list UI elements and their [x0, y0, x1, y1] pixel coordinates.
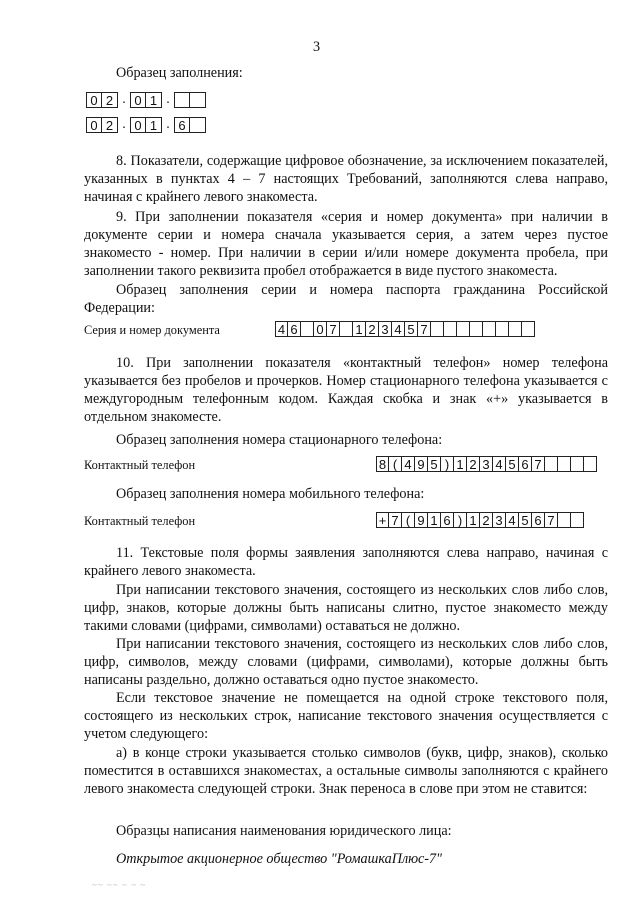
char-cell: [340, 321, 353, 337]
date-sample-row-2: [86, 117, 206, 133]
char-cell: 4: [402, 456, 415, 472]
char-cell: 2: [102, 117, 118, 133]
char-cell: 0: [86, 92, 102, 108]
char-cell: [190, 92, 206, 108]
char-cell: [571, 456, 584, 472]
char-cell: 1: [467, 512, 480, 528]
char-cell: 0: [130, 117, 146, 133]
char-cell: 6: [288, 321, 301, 337]
page-number: 3: [313, 39, 321, 55]
mobile-label: Контактный телефон: [84, 514, 196, 528]
char-cell: 1: [428, 512, 441, 528]
char-cell: +: [376, 512, 389, 528]
char-cell: 7: [418, 321, 431, 337]
paragraph-11b: При написании текстового значения, состоящего из нескольких слов либо слов, цифр, символов, между словами (цифрами, символами), которые должны быть написаны раздельно, должно оставаться одно пустое знакоместо.: [84, 636, 608, 689]
mobile-boxes: [376, 512, 584, 528]
company-example: Открытое акционерное общество "РомашкаПлюс-7": [116, 851, 443, 867]
char-cell: .: [122, 92, 126, 107]
char-cell: [174, 92, 190, 108]
landline-label: Контактный телефон: [84, 458, 196, 472]
mobile-sample-title: Образец заполнения номера мобильного телефона:: [116, 486, 425, 502]
char-cell: [483, 321, 496, 337]
char-cell: [584, 456, 597, 472]
char-cell: 2: [366, 321, 379, 337]
char-cell: [509, 321, 522, 337]
paragraph-10: 10. При заполнении показателя «контактный телефон» номер телефона указывается без пробелов и прочерков. Номер стационарного телефона указывается с междугородным телефонным кодом. Каждая скобка и знак «+» указывается в отдельном знакоместе.: [84, 355, 608, 426]
char-cell: 4: [506, 512, 519, 528]
char-cell: 7: [532, 456, 545, 472]
char-cell: 7: [327, 321, 340, 337]
landline-sample-title: Образец заполнения номера стационарного телефона:: [116, 432, 443, 448]
paragraph-11a: При написании текстового значения, состоящего из нескольких слов либо слов, цифр, знаков, которые должны быть написаны слитно, пустое знакоместо между такими словами (цифрами, символами) оставаться не должно.: [84, 582, 608, 635]
char-cell: 0: [314, 321, 327, 337]
char-cell: 4: [275, 321, 288, 337]
char-cell: (: [402, 512, 415, 528]
char-cell: [301, 321, 314, 337]
samples-title: Образцы написания наименования юридического лица:: [116, 823, 452, 839]
char-cell: [444, 321, 457, 337]
landline-boxes: [376, 456, 597, 472]
char-cell: ): [441, 456, 454, 472]
char-cell: 2: [102, 92, 118, 108]
char-cell: 6: [441, 512, 454, 528]
passport-label: Серия и номер документа: [84, 323, 220, 337]
char-cell: 9: [415, 512, 428, 528]
char-cell: 4: [493, 456, 506, 472]
paragraph-8: 8. Показатели, содержащие цифровое обозначение, за исключением показателей, указанных в пунктах 4 – 7 настоящих Требований, заполняются слева направо, начиная с крайнего левого знакоместа.: [84, 153, 608, 206]
char-cell: 5: [428, 456, 441, 472]
date-sample-row-1: [86, 92, 206, 108]
char-cell: ): [454, 512, 467, 528]
char-cell: 6: [174, 117, 190, 133]
char-cell: 7: [389, 512, 402, 528]
paragraph-11c: Если текстовое значение не помещается на одной строке текстового поля, состоящего из нескольких строк, написание текстового значения осуществляется с учетом следующего:: [84, 690, 608, 743]
char-cell: 6: [519, 456, 532, 472]
char-cell: .: [122, 117, 126, 132]
char-cell: [457, 321, 470, 337]
char-cell: 8: [376, 456, 389, 472]
char-cell: [431, 321, 444, 337]
char-cell: [496, 321, 509, 337]
char-cell: [571, 512, 584, 528]
paragraph-11d: а) в конце строки указывается столько символов (букв, цифр, знаков), сколько поместится в оставшихся знакоместах, а остальные символы заполняются с крайнего левого знакоместа следующей строки. Знак переноса в слове при этом не ставится:: [84, 745, 608, 798]
passport-sample-title: Образец заполнения серии и номера паспорта гражданина Российской Федерации:: [84, 282, 608, 317]
char-cell: 0: [130, 92, 146, 108]
char-cell: 3: [493, 512, 506, 528]
passport-boxes: [275, 321, 535, 337]
char-cell: 1: [146, 92, 162, 108]
char-cell: 3: [480, 456, 493, 472]
char-cell: .: [166, 117, 170, 132]
char-cell: [190, 117, 206, 133]
char-cell: 0: [86, 117, 102, 133]
paragraph-9: 9. При заполнении показателя «серия и номер документа» при наличии в документе серии и номера сначала указывается серия, а затем через пустое знакоместо - номер. При наличии в серии и/или номере документа пробела, при заполнении такого реквизита пробел отображается в виде пустого знакоместа.: [84, 209, 608, 280]
char-cell: 6: [532, 512, 545, 528]
char-cell: 1: [454, 456, 467, 472]
sample-title: Образец заполнения:: [116, 65, 243, 81]
char-cell: .: [166, 92, 170, 107]
char-cell: [545, 456, 558, 472]
char-cell: [558, 512, 571, 528]
char-cell: 4: [392, 321, 405, 337]
char-cell: 9: [415, 456, 428, 472]
char-cell: (: [389, 456, 402, 472]
char-cell: 5: [506, 456, 519, 472]
char-cell: 5: [519, 512, 532, 528]
char-cell: 1: [146, 117, 162, 133]
footer-mark: ~~ ~~ ~ ~ ~: [92, 880, 147, 890]
char-cell: 2: [480, 512, 493, 528]
char-cell: 3: [379, 321, 392, 337]
char-cell: [558, 456, 571, 472]
char-cell: [470, 321, 483, 337]
char-cell: 7: [545, 512, 558, 528]
char-cell: [522, 321, 535, 337]
paragraph-11: 11. Текстовые поля формы заявления заполняются слева направо, начиная с крайнего левого знакоместа.: [84, 545, 608, 580]
char-cell: 5: [405, 321, 418, 337]
char-cell: 1: [353, 321, 366, 337]
char-cell: 2: [467, 456, 480, 472]
